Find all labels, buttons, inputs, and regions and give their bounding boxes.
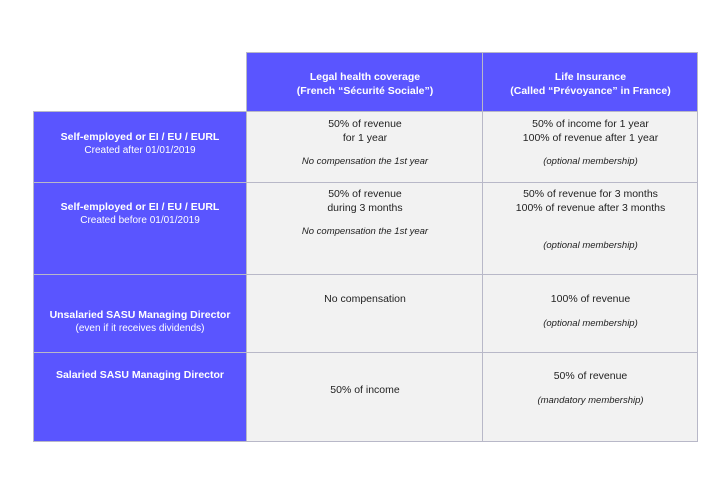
cell-line: 50% of revenue [328,188,402,200]
row-title: Self-employed or EI / EU / EURL [60,201,220,213]
cell-line: No compensation [324,293,406,305]
cell-line: 50% of income for 1 year [532,118,649,130]
row-subtitle: (even if it receives dividends) [75,323,205,334]
cell-line: 50% of revenue [553,370,628,382]
cell-health-row4 [247,352,483,442]
cell-note: No compensation the 1st year [301,156,429,167]
row-header-unsalaried-sasu [33,274,247,352]
cell-line: 100% of revenue [550,293,631,305]
cell-line: 50% of revenue for 3 months [523,188,658,200]
cell-line: 50% of revenue [328,118,402,130]
cell-life-row3 [483,274,698,352]
cell-line: 100% of revenue after 1 year [522,132,659,144]
cell-life-row4 [483,352,698,442]
row-title: Unsalaried SASU Managing Director [49,309,231,321]
row-subtitle: Created after 01/01/2019 [84,145,196,156]
cell-note: (mandatory membership) [537,395,644,406]
grid-line [33,441,698,442]
grid-line [246,52,698,53]
grid-line [33,111,698,112]
header-health-coverage [247,52,483,111]
row-subtitle: Created before 01/01/2019 [80,215,200,226]
cell-health-row2 [247,182,483,274]
cell-health-row3 [247,274,483,352]
header-health-title: Legal health coverage [309,71,421,83]
row-header-self-employed-before [33,182,247,274]
header-health-subtitle: (French “Sécurité Sociale”) [296,85,434,97]
grid-line [33,352,698,353]
grid-line [33,274,698,275]
cell-note: (optional membership) [543,240,638,251]
cell-note: No compensation the 1st year [301,226,429,237]
cell-note: (optional membership) [543,318,638,329]
grid-line [33,182,698,183]
cell-line: 50% of income [330,384,400,396]
header-life-insurance [483,52,698,111]
grid-line [33,111,34,442]
cell-life-row1 [483,111,698,182]
cell-life-row2 [483,182,698,274]
row-title: Self-employed or EI / EU / EURL [60,131,220,143]
row-title: Salaried SASU Managing Director [55,369,225,381]
cell-line: for 1 year [342,132,388,144]
header-life-subtitle: (Called “Prévoyance” in France) [510,85,671,97]
cell-health-row1 [247,111,483,182]
cell-line: during 3 months [327,202,403,214]
cell-note: (optional membership) [543,156,638,167]
header-life-title: Life Insurance [554,71,627,83]
row-header-self-employed-after [33,111,247,182]
cell-line: 100% of revenue after 3 months [515,202,666,214]
row-header-salaried-sasu [33,352,247,442]
